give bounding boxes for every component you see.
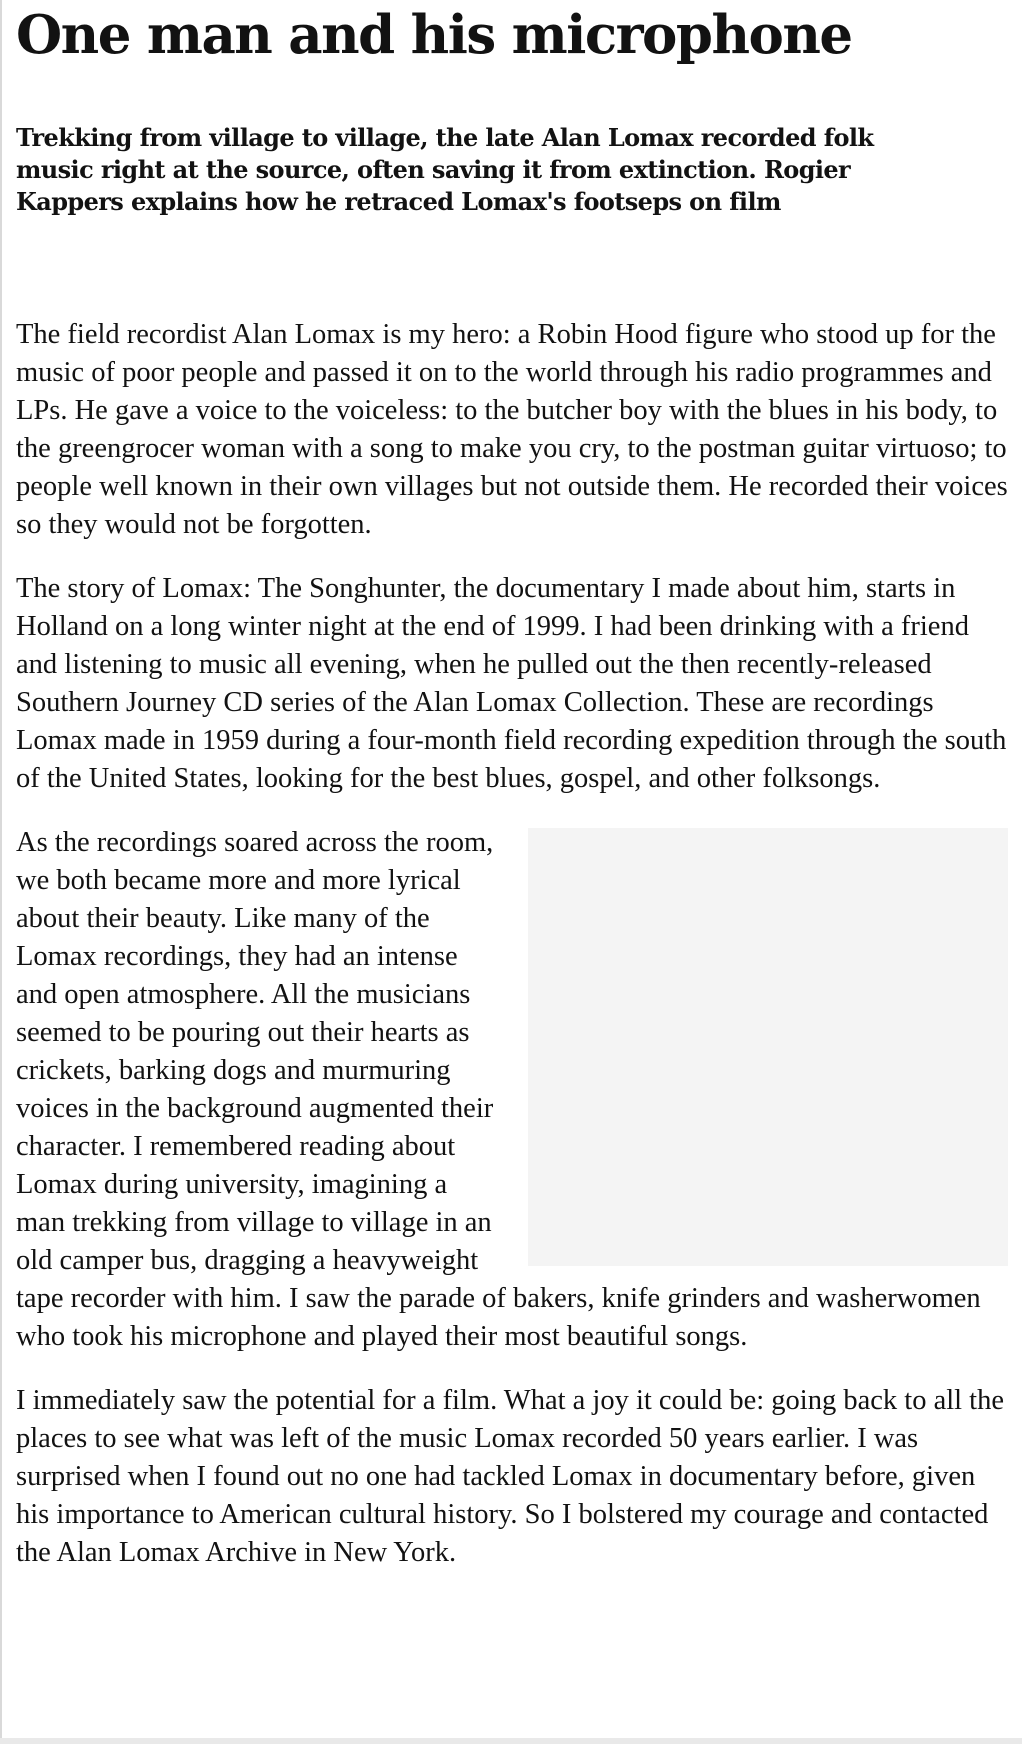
article [16,0,1008,1598]
article-body [16,316,1008,1572]
page-left-border [0,0,2,1744]
headline: One man and his microphone [16,4,852,66]
body-paragraph: The story of Lomax: The Songhunter, the documentary I made about him, starts in Holland on a long winter night at the end of 1999. I had been drinking with a friend and listening to music all evening, when he pulled out the then recently-released Southern Journey CD series of the Alan Lomax Collection. These are recordings Lomax made in 1959 during a four-month field recording expedition through the south of the United States, looking for the best blues, gospel, and other folksongs. [16,573,1007,794]
image-placeholder [528,828,1008,1266]
page-bottom-edge [0,1738,1022,1744]
body-paragraph: The field recordist Alan Lomax is my hero: a Robin Hood figure who stood up for the music of poor people and passed it on to the world through his radio programmes and LPs. He gave a voice to the voiceless: to the butcher boy with the blues in his body, to the greengrocer woman with a song to make you cry, to the postman guitar virtuoso; to people well known in their own villages but not outside them. He recorded their voices so they would not be forgotten. [16,319,1008,540]
standfirst: Trekking from village to village, the late Alan Lomax recorded folk music right at the source, often saving it from extinction. Rogier Kappers explains how he retraced Lomax's footseps on film [16,123,874,216]
body-paragraph: As the recordings soared across the room, we both became more and more lyrical about their beauty. Like many of the Lomax recordings, they had an intense and open atmosphere. All the musicians seemed to be pouring out their hearts as crickets, barking dogs and murmuring voices in the background augmented their character. I remembered reading about Lomax during university, imagining a man trekking from village to village in an old camper bus, dragging a heavyweight tape recorder with him. I saw the parade of bakers, knife grinders and washerwomen who took his microphone and played their most beautiful songs. [16,827,981,1352]
body-paragraph: I immediately saw the potential for a film. What a joy it could be: going back to all the places to see what was left of the music Lomax recorded 50 years earlier. I was surprised when I found out no one had tackled Lomax in documentary before, given his importance to American cultural history. So I bolstered my courage and contacted the Alan Lomax Archive in New York. [16,1385,1004,1568]
